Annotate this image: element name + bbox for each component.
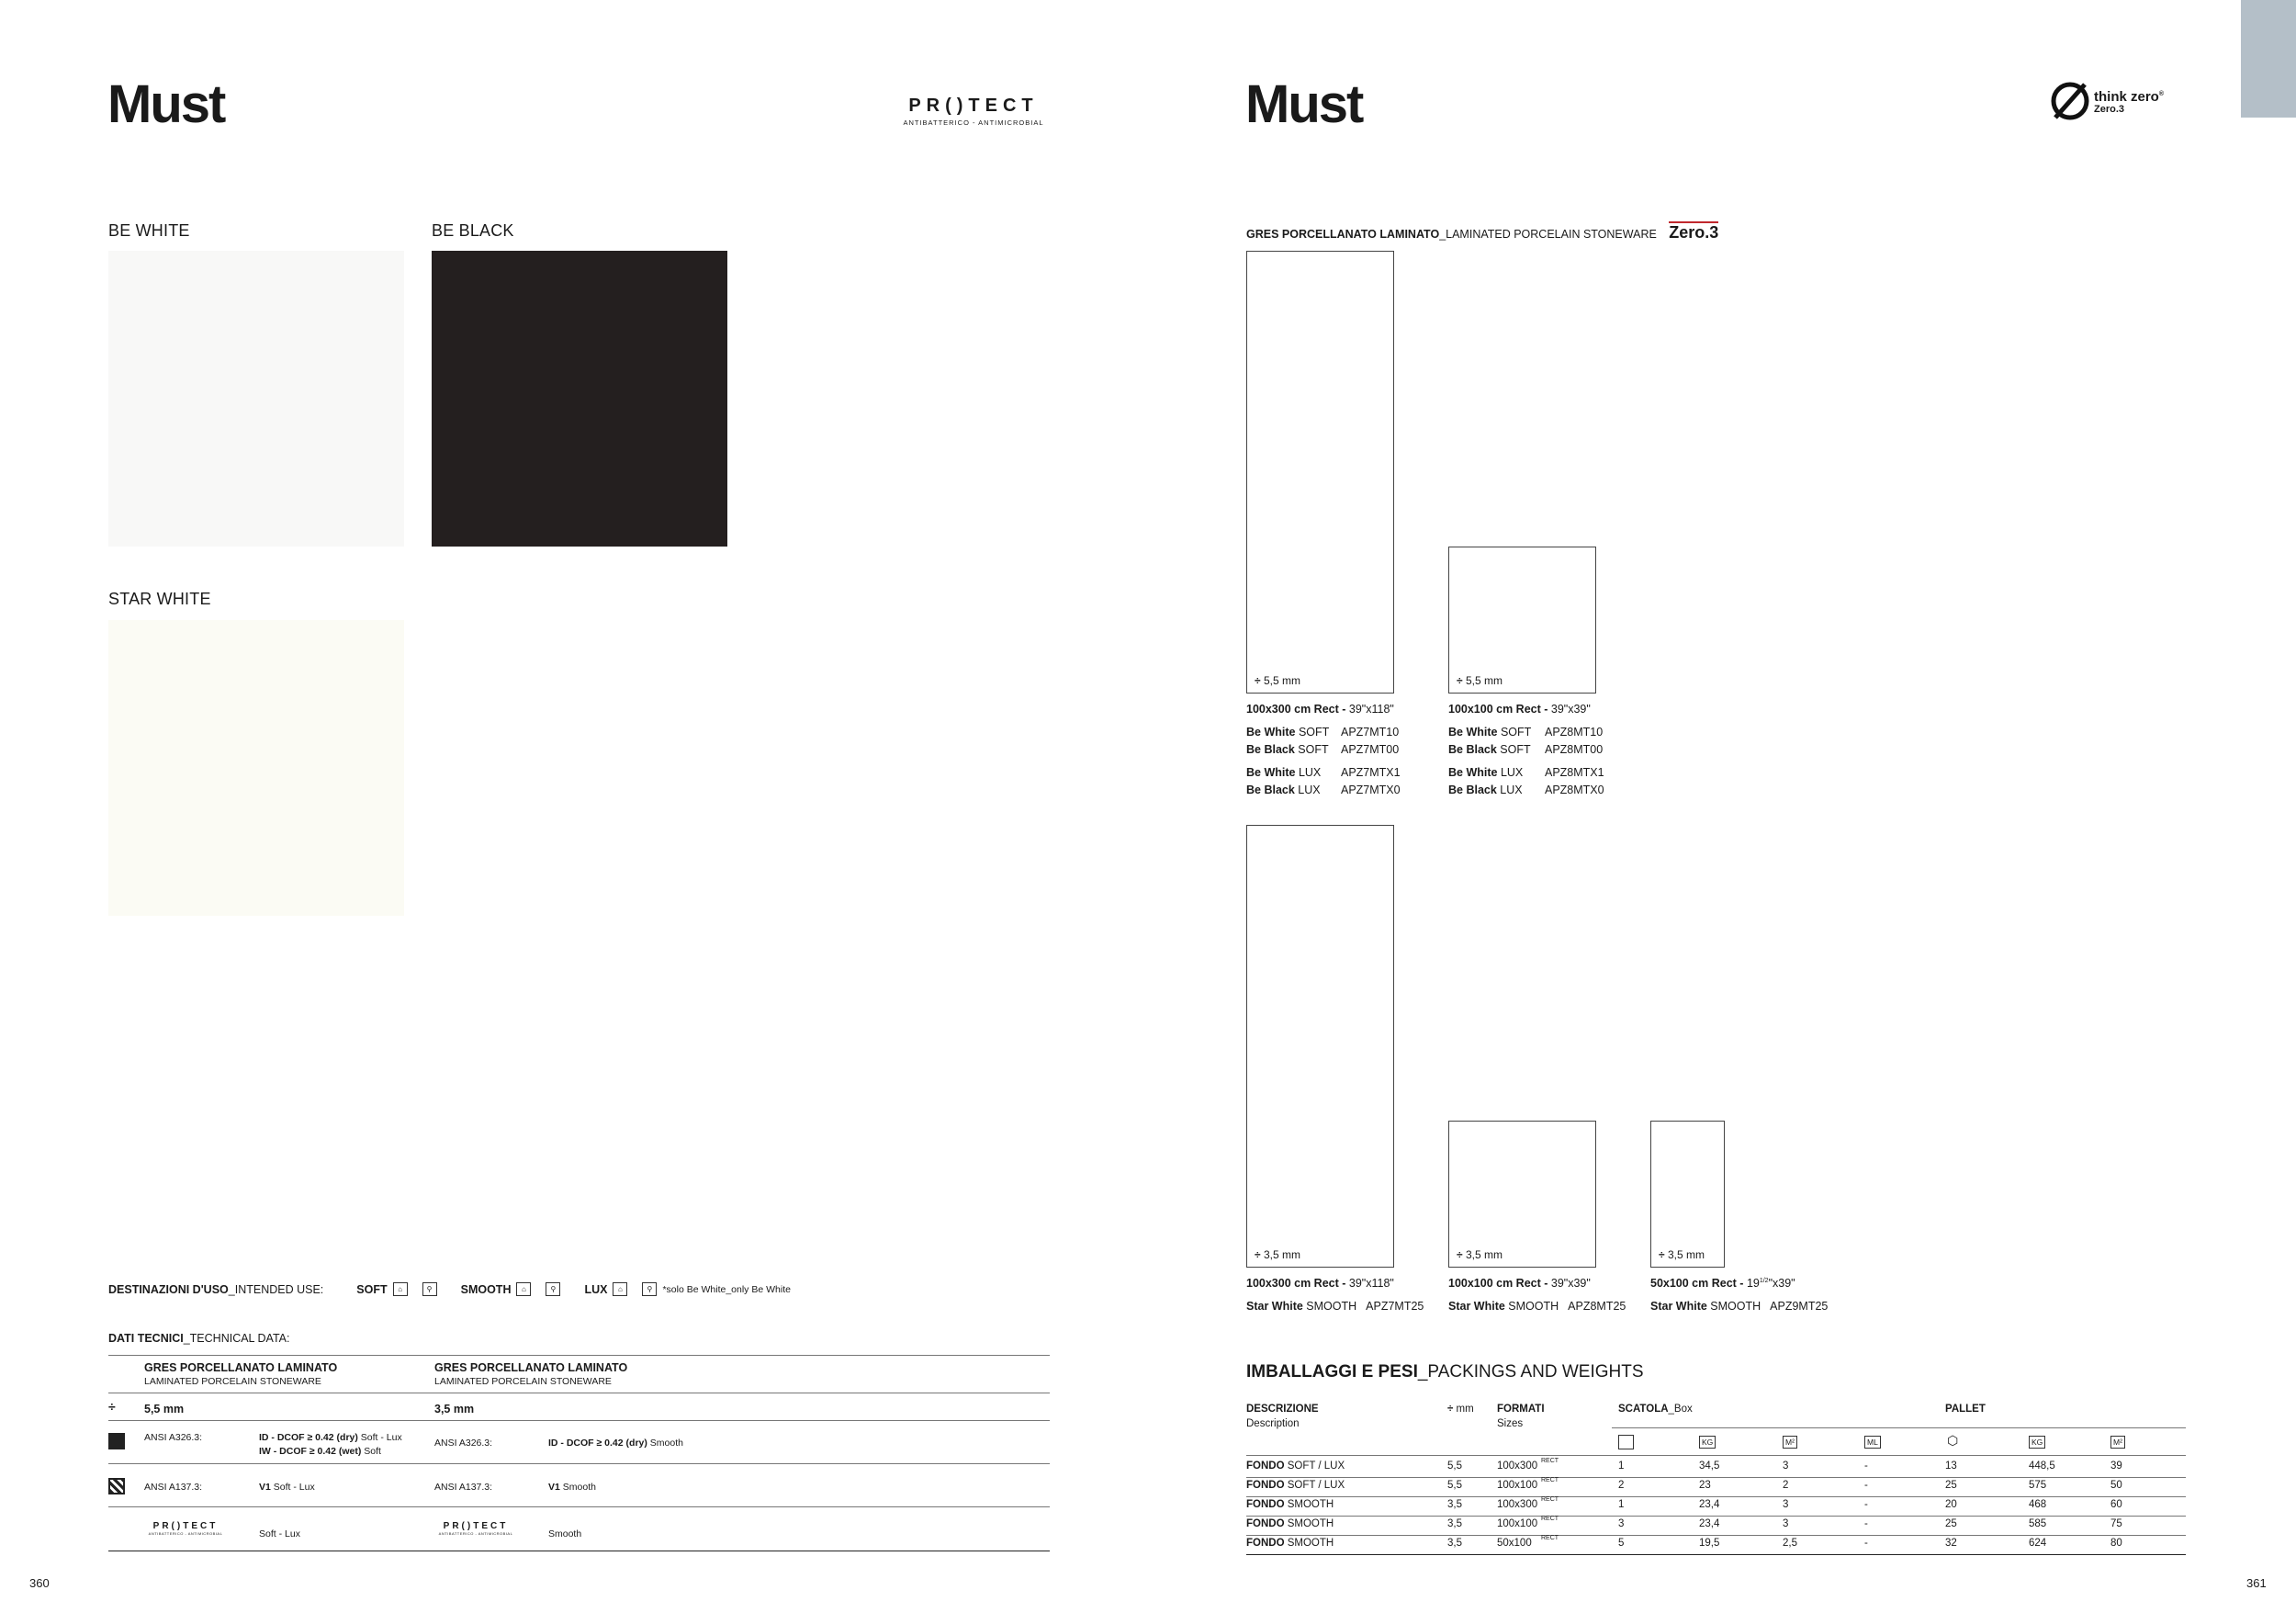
product-code-row [1246, 726, 1400, 739]
thickness-icon: ÷ [1457, 674, 1463, 687]
divider [1246, 1516, 2186, 1517]
divider [108, 1355, 1050, 1356]
rect-sup: RECT [1541, 1477, 1559, 1483]
packing-row-desc: FONDO SMOOTH [1246, 1499, 1334, 1510]
product-code: APZ8MTX0 [1545, 784, 1604, 796]
product-code-row [1246, 743, 1400, 756]
packing-cell-b2: 19,5 [1699, 1538, 1720, 1549]
thickness-icon: ÷ [1255, 1248, 1261, 1261]
packing-cell-p1: 20 [1945, 1499, 1957, 1510]
tech-col2-head: GRES PORCELLANATO LAMINATO [434, 1361, 628, 1374]
protect-logo-small: PR()TECT ANTIBATTERICO - ANTIMICROBIAL [438, 1521, 513, 1536]
swatch-label-be-black: BE BLACK [432, 221, 514, 240]
packing-cell-p2: 575 [2029, 1480, 2047, 1491]
product-name: Be White [1246, 726, 1296, 739]
product-code-row [1448, 784, 1604, 796]
product-code: APZ7MT00 [1341, 743, 1400, 756]
pallet-icon: ⬡ [1947, 1433, 1959, 1448]
page-number-right: 361 [2246, 1576, 2267, 1590]
tech-col1-sub: LAMINATED PORCELAIN STONEWARE [144, 1376, 321, 1387]
tech-ansi2-label-b: ANSI A137.3: [434, 1482, 493, 1493]
divider [108, 1506, 1050, 1507]
col-box: SCATOLA_Box [1618, 1404, 1693, 1415]
swatch-be-black [432, 251, 727, 547]
intended-use-row [108, 1282, 791, 1296]
format-label-100x100-3mm: 100x100 cm Rect - 39"x39" [1448, 1277, 1591, 1290]
product-code-row [1448, 726, 1604, 739]
divider [108, 1420, 1050, 1421]
intended-use-label: DESTINAZIONI D'USO_INTENDED USE: [108, 1282, 324, 1296]
packing-row-desc: FONDO SOFT / LUX [1246, 1460, 1345, 1472]
col-desc: DESCRIZIONE [1246, 1404, 1319, 1415]
m2-icon: M² [2110, 1433, 2125, 1449]
product-code-row [1246, 766, 1401, 779]
packing-cell-mm: 3,5 [1447, 1499, 1462, 1510]
packing-cell-b1: 3 [1618, 1518, 1625, 1529]
packing-cell-p3: 75 [2110, 1518, 2122, 1529]
divider [1246, 1455, 2186, 1456]
packing-cell-p2: 468 [2029, 1499, 2047, 1510]
product-code: APZ8MT00 [1545, 743, 1604, 756]
packing-cell-b2: 34,5 [1699, 1460, 1720, 1472]
use-soft-label: SOFT [356, 1282, 388, 1296]
tile-100x100-5mm: ÷ 5,5 mm [1448, 547, 1596, 694]
packing-cell-b2: 23,4 [1699, 1518, 1720, 1529]
product-name: Be Black [1448, 784, 1497, 796]
packing-row-desc: FONDO SOFT / LUX [1246, 1480, 1345, 1491]
tech-ansi1-value-a2: IW - DCOF ≥ 0.42 (wet) Soft [259, 1446, 381, 1457]
divider [1246, 1535, 2186, 1536]
kg-icon: KG [2029, 1433, 2045, 1449]
divider [1612, 1427, 2186, 1428]
thickness-icon: ÷ [108, 1399, 116, 1414]
page-title-left: Must [107, 74, 225, 134]
person-icon: ⚲ [546, 1282, 560, 1296]
product-finish: LUX [1496, 784, 1523, 796]
product-code: APZ7MTX0 [1341, 784, 1401, 796]
packing-cell-p1: 25 [1945, 1518, 1957, 1529]
swatch-star-white [108, 620, 404, 916]
tech-ansi1-label-b: ANSI A326.3: [434, 1438, 493, 1449]
product-header: GRES PORCELLANATO LAMINATO_LAMINATED PORCELAIN STONEWARE Zero.3 [1246, 223, 1719, 242]
thickness-icon: ÷ [1255, 674, 1261, 687]
format-label-100x100: 100x100 cm Rect - 39"x39" [1448, 703, 1591, 716]
product-code-row [1448, 766, 1604, 779]
tech-ansi2-value-b: V1 Smooth [548, 1482, 596, 1493]
product-name: Be White [1448, 766, 1498, 779]
tech-thickness-1: 5,5 mm [144, 1403, 185, 1415]
packing-cell-p1: 25 [1945, 1480, 1957, 1491]
product-code: APZ8MTX1 [1545, 766, 1604, 779]
col-pallet: PALLET [1945, 1404, 1986, 1415]
product-code: APZ8MT10 [1545, 726, 1604, 739]
packing-cell-p3: 60 [2110, 1499, 2122, 1510]
rect-sup: RECT [1541, 1496, 1559, 1503]
rect-sup: RECT [1541, 1458, 1559, 1464]
thickness-icon: ÷ [1659, 1248, 1665, 1261]
product-finish: LUX [1294, 784, 1321, 796]
shade-variation-icon [108, 1478, 125, 1494]
technical-data-label: DATI TECNICI_TECHNICAL DATA: [108, 1332, 290, 1345]
packing-cell-mm: 5,5 [1447, 1460, 1462, 1472]
product-code: APZ7MTX1 [1341, 766, 1401, 779]
tech-ansi1-value-b: ID - DCOF ≥ 0.42 (dry) Smooth [548, 1438, 683, 1449]
swatch-be-white [108, 251, 404, 547]
protect-logo: PR()TECT ANTIBATTERICO - ANTIMICROBIAL [903, 96, 1044, 127]
packing-cell-b3: 2 [1783, 1480, 1789, 1491]
product-code-row [1448, 743, 1604, 756]
packing-cell-b1: 2 [1618, 1480, 1625, 1491]
packing-cell-size: 50x100 [1497, 1538, 1532, 1549]
tech-ansi1-value-a1: ID - DCOF ≥ 0.42 (dry) Soft - Lux [259, 1432, 402, 1443]
packing-cell-size: 100x100 [1497, 1518, 1538, 1529]
page-title-right: Must [1245, 74, 1363, 134]
format-label-100x300-3mm: 100x300 cm Rect - 39"x118" [1246, 1277, 1394, 1290]
packing-row-desc: FONDO SMOOTH [1246, 1538, 1334, 1549]
col-desc-sub: Description [1246, 1418, 1300, 1429]
format-code-100x100-3mm: Star White SMOOTH APZ8MT25 [1448, 1300, 1626, 1313]
packing-cell-b4: - [1864, 1480, 1868, 1491]
packing-cell-mm: 3,5 [1447, 1518, 1462, 1529]
packing-title: IMBALLAGGI E PESI_PACKINGS AND WEIGHTS [1246, 1362, 1644, 1382]
tech-ansi2-label-a: ANSI A137.3: [144, 1482, 203, 1493]
product-name: Be White [1448, 726, 1498, 739]
tech-protect-b: Smooth [548, 1528, 582, 1539]
packing-cell-mm: 3,5 [1447, 1538, 1462, 1549]
packing-cell-b4: - [1864, 1499, 1868, 1510]
person-icon: ⚲ [422, 1282, 437, 1296]
tile-100x300-3mm: ÷ 3,5 mm [1246, 825, 1394, 1268]
packing-cell-b2: 23 [1699, 1480, 1711, 1491]
thickness-icon: ÷ [1447, 1404, 1454, 1415]
use-smooth-label: SMOOTH [460, 1282, 512, 1296]
packing-cell-b4: - [1864, 1460, 1868, 1472]
packing-row-desc: FONDO SMOOTH [1246, 1518, 1334, 1529]
product-code: APZ7MT10 [1341, 726, 1400, 739]
tech-protect-a: Soft - Lux [259, 1528, 300, 1539]
packing-cell-b4: - [1864, 1518, 1868, 1529]
page-number-left: 360 [29, 1576, 50, 1590]
product-finish: SOFT [1497, 726, 1532, 739]
col-mm: ÷ mm [1447, 1404, 1474, 1415]
m2-icon: M² [1783, 1433, 1797, 1449]
packing-cell-p2: 448,5 [2029, 1460, 2055, 1472]
packing-cell-p2: 624 [2029, 1538, 2047, 1549]
packing-cell-size: 100x300 [1497, 1499, 1538, 1510]
zero3-badge: Zero.3 [1669, 223, 1719, 242]
packing-cell-size: 100x100 [1497, 1480, 1538, 1491]
packing-cell-p3: 50 [2110, 1480, 2122, 1491]
product-finish: LUX [1497, 766, 1524, 779]
format-label-100x300: 100x300 cm Rect - 39"x118" [1246, 703, 1394, 716]
box-icon [1618, 1435, 1634, 1449]
zero3-text: Zero.3 [2094, 104, 2125, 115]
protect-logo-small: PR()TECT ANTIBATTERICO - ANTIMICROBIAL [148, 1521, 223, 1536]
format-code-50x100-3mm: Star White SMOOTH APZ9MT25 [1650, 1300, 1829, 1313]
product-finish: SOFT [1294, 743, 1329, 756]
page-tab-marker [2241, 0, 2296, 118]
use-lux-label: LUX [584, 1282, 608, 1296]
product-name: Be Black [1246, 743, 1295, 756]
thickness-icon: ÷ [1457, 1248, 1463, 1261]
tile-100x300-5mm: ÷ 5,5 mm [1246, 251, 1394, 694]
format-code-100x300-3mm: Star White SMOOTH APZ7MT25 [1246, 1300, 1424, 1313]
packing-cell-p3: 80 [2110, 1538, 2122, 1549]
product-finish: LUX [1295, 766, 1322, 779]
tech-col1-head: GRES PORCELLANATO LAMINATO [144, 1361, 338, 1374]
rect-sup: RECT [1541, 1535, 1559, 1541]
divider [1246, 1554, 2186, 1555]
product-name: Be White [1246, 766, 1296, 779]
rect-sup: RECT [1541, 1516, 1559, 1522]
swatch-label-star-white: STAR WHITE [108, 590, 211, 608]
house-icon: ⌂ [516, 1282, 531, 1296]
packing-cell-p3: 39 [2110, 1460, 2122, 1472]
ml-icon: ML [1864, 1433, 1881, 1449]
divider [108, 1463, 1050, 1464]
packing-cell-b3: 3 [1783, 1460, 1789, 1472]
packing-cell-b3: 3 [1783, 1518, 1789, 1529]
tech-thickness-2: 3,5 mm [434, 1403, 475, 1415]
think-zero-text: think zero® [2094, 89, 2165, 105]
product-name: Be Black [1246, 784, 1295, 796]
person-icon: ⚲ [642, 1282, 657, 1296]
packing-cell-b4: - [1864, 1538, 1868, 1549]
kg-icon: KG [1699, 1433, 1716, 1449]
product-name: Be Black [1448, 743, 1497, 756]
packing-cell-p2: 585 [2029, 1518, 2047, 1529]
packing-cell-p1: 13 [1945, 1460, 1957, 1472]
format-label-50x100-3mm: 50x100 cm Rect - $19^{1/2}"x39$" [1650, 1277, 1795, 1290]
divider [1246, 1496, 2186, 1497]
col-formati: FORMATI [1497, 1404, 1545, 1415]
tech-ansi2-value-a: V1 Soft - Lux [259, 1482, 315, 1493]
zero-circle-icon [2050, 81, 2090, 121]
product-finish: SOFT [1496, 743, 1531, 756]
product-code-row [1246, 784, 1401, 796]
packing-cell-size: 100x300 [1497, 1460, 1538, 1472]
tech-ansi1-label-a: ANSI A326.3: [144, 1432, 203, 1443]
tile-100x100-3mm: ÷ 3,5 mm [1448, 1121, 1596, 1268]
packing-cell-b3: 3 [1783, 1499, 1789, 1510]
product-finish: SOFT [1295, 726, 1330, 739]
packing-cell-b3: 2,5 [1783, 1538, 1797, 1549]
packing-cell-mm: 5,5 [1447, 1480, 1462, 1491]
think-zero-logo [2050, 81, 2164, 121]
house-icon: ⌂ [613, 1282, 627, 1296]
slip-resistance-icon [108, 1433, 125, 1449]
packing-cell-b1: 1 [1618, 1460, 1625, 1472]
packing-cell-p1: 32 [1945, 1538, 1957, 1549]
tech-col2-sub: LAMINATED PORCELAIN STONEWARE [434, 1376, 612, 1387]
intended-use-note: *solo Be White_only Be White [662, 1283, 791, 1295]
packing-cell-b1: 5 [1618, 1538, 1625, 1549]
divider [1246, 1477, 2186, 1478]
packing-cell-b2: 23,4 [1699, 1499, 1720, 1510]
packing-cell-b1: 1 [1618, 1499, 1625, 1510]
house-icon: ⌂ [393, 1282, 408, 1296]
col-formati-sub: Sizes [1497, 1418, 1524, 1429]
swatch-label-be-white: BE WHITE [108, 221, 190, 240]
tile-50x100-3mm: ÷ 3,5 mm [1650, 1121, 1725, 1268]
